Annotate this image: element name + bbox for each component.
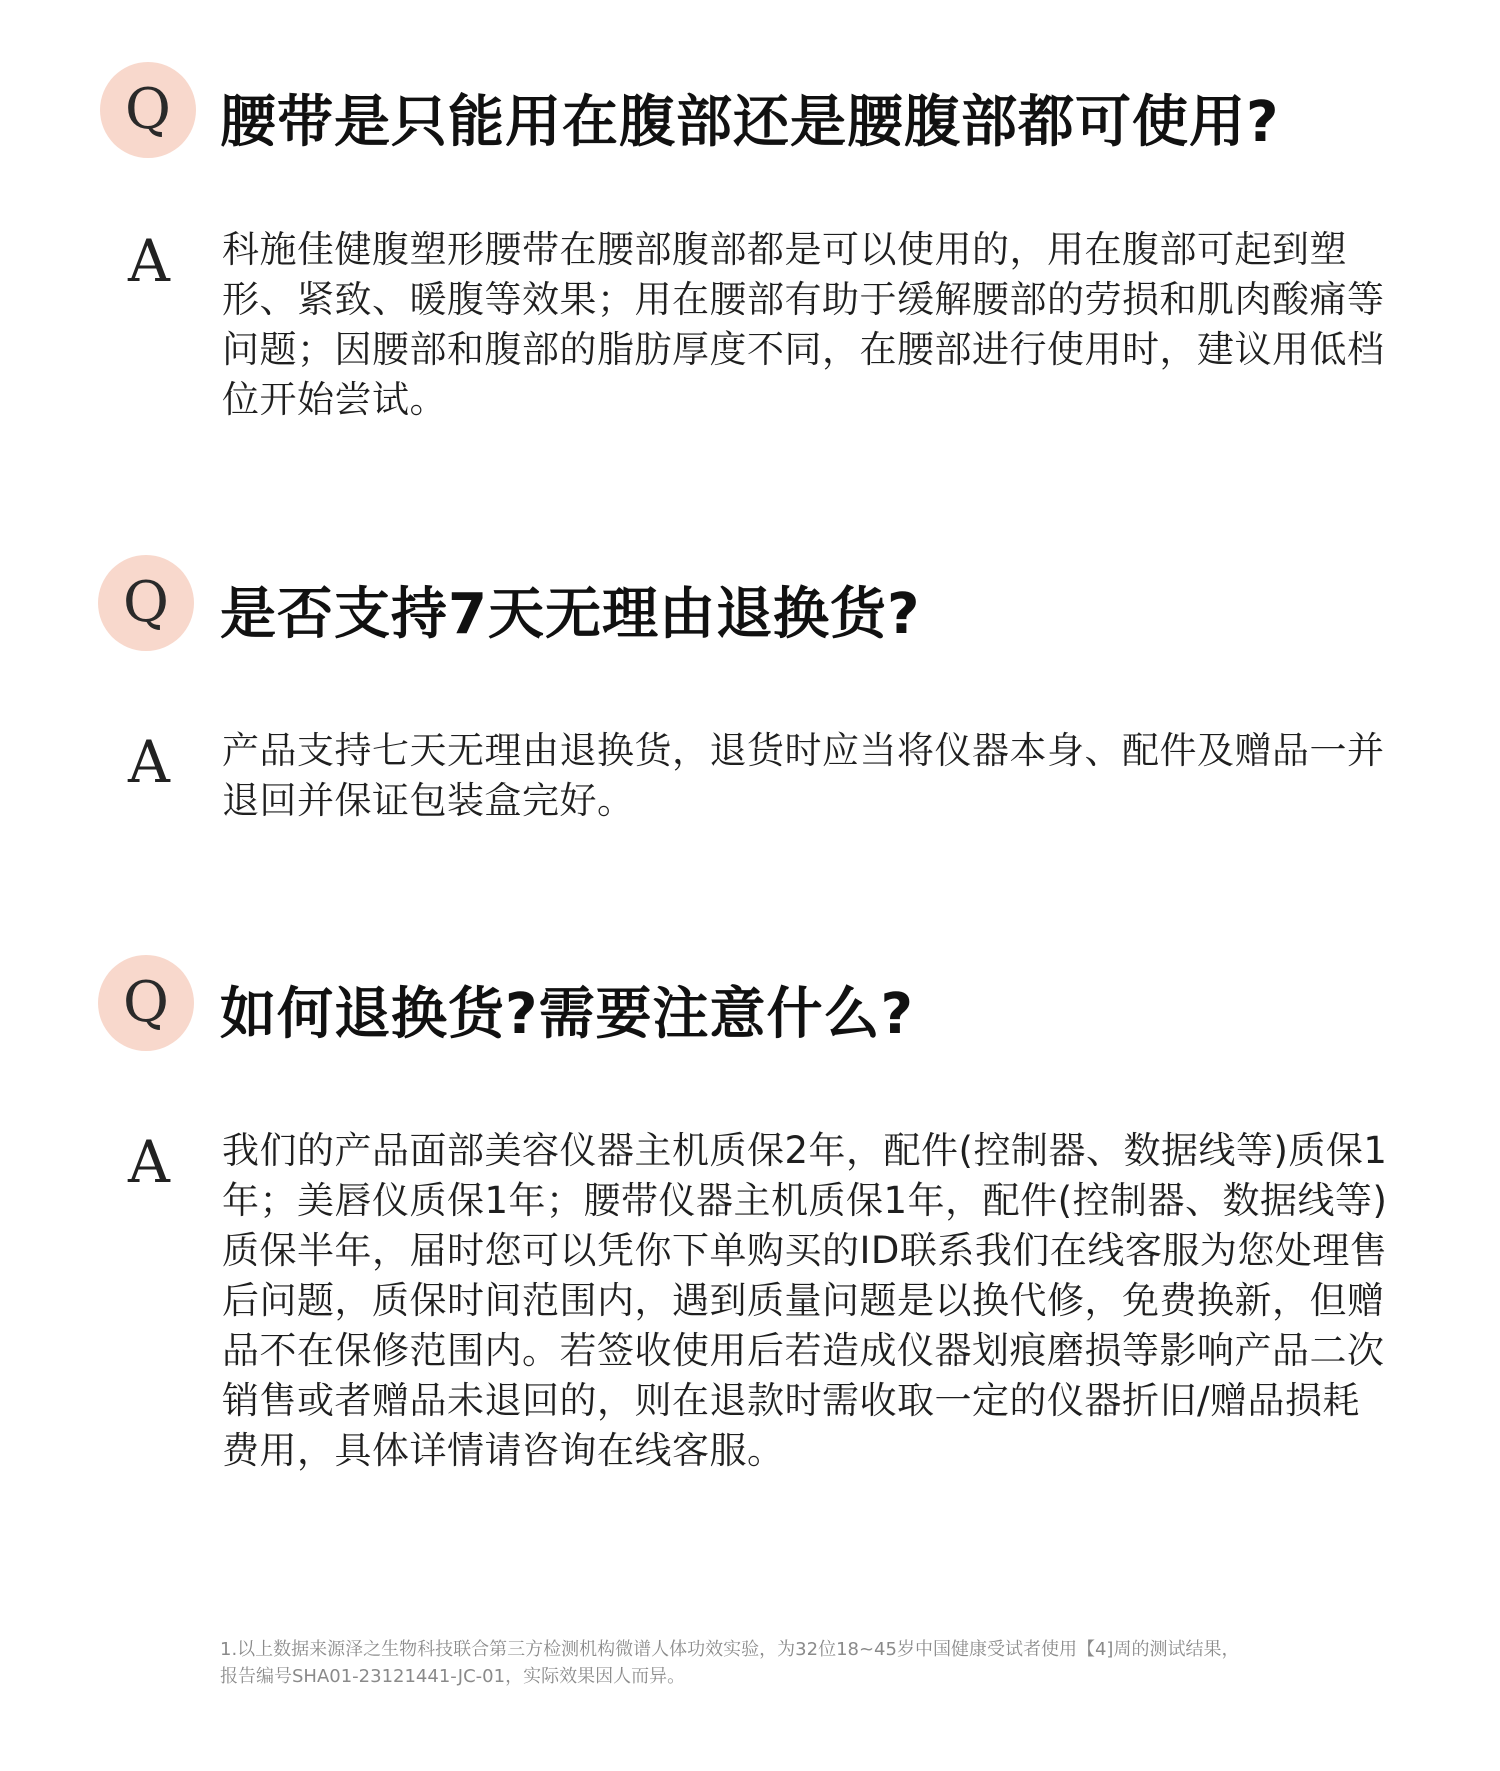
footnote-line-2: 报告编号SHA01-23121441-JC-01，实际效果因人而异。: [220, 1666, 686, 1687]
question-badge: [98, 555, 194, 651]
question-badge: [100, 62, 196, 158]
question-title: 腰带是只能用在腹部还是腰腹部都可使用?: [220, 90, 1280, 155]
question-badge: [98, 955, 194, 1051]
question-title: 如何退换货?需要注意什么?: [220, 982, 914, 1047]
answer-text: 科施佳健腹塑形腰带在腰部腹部都是可以使用的，用在腹部可起到塑形、紧致、暖腹等效果；用在腰部有助于缓解腰部的劳损和肌肉酸痛等问题；因腰部和腹部的脂肪厚度不同，在腰部进行使用时，建议用低档位开始尝试。: [222, 228, 1385, 421]
answer-text: 我们的产品面部美容仪器主机质保2年，配件(控制器、数据线等)质保1年；美唇仪质保1年；腰带仪器主机质保1年，配件(控制器、数据线等)质保半年，届时您可以凭你下单购买的ID联系我们在线客服为您处理售后问题，质保时间范围内，遇到质量问题是以换代修，免费换新，但赠品不在保修范围内。若签收使用后若造成仪器划痕磨损等影响产品二次销售或者赠品未退回的，则在退款时需收取一定的仪器折旧/赠品损耗费用，具体详情请咨询在线客服。: [222, 1129, 1388, 1472]
question-marker: Q: [125, 77, 171, 142]
question-marker: Q: [123, 970, 169, 1035]
answer-marker: A: [128, 227, 170, 295]
footnote-line-1: 1.以上数据来源泽之生物科技联合第三方检测机构微谱人体功效实验，为32位18~45岁中国健康受试者使用【4]周的测试结果，: [220, 1639, 1240, 1660]
answer-marker: A: [128, 728, 170, 796]
question-title: 是否支持7天无理由退换货?: [220, 582, 921, 647]
answer-marker: A: [128, 1128, 170, 1196]
answer-text: 产品支持七天无理由退换货，退货时应当将仪器本身、配件及赠品一并退回并保证包装盒完好。: [222, 729, 1385, 822]
question-marker: Q: [123, 570, 169, 635]
footnote: [220, 1636, 1380, 1690]
